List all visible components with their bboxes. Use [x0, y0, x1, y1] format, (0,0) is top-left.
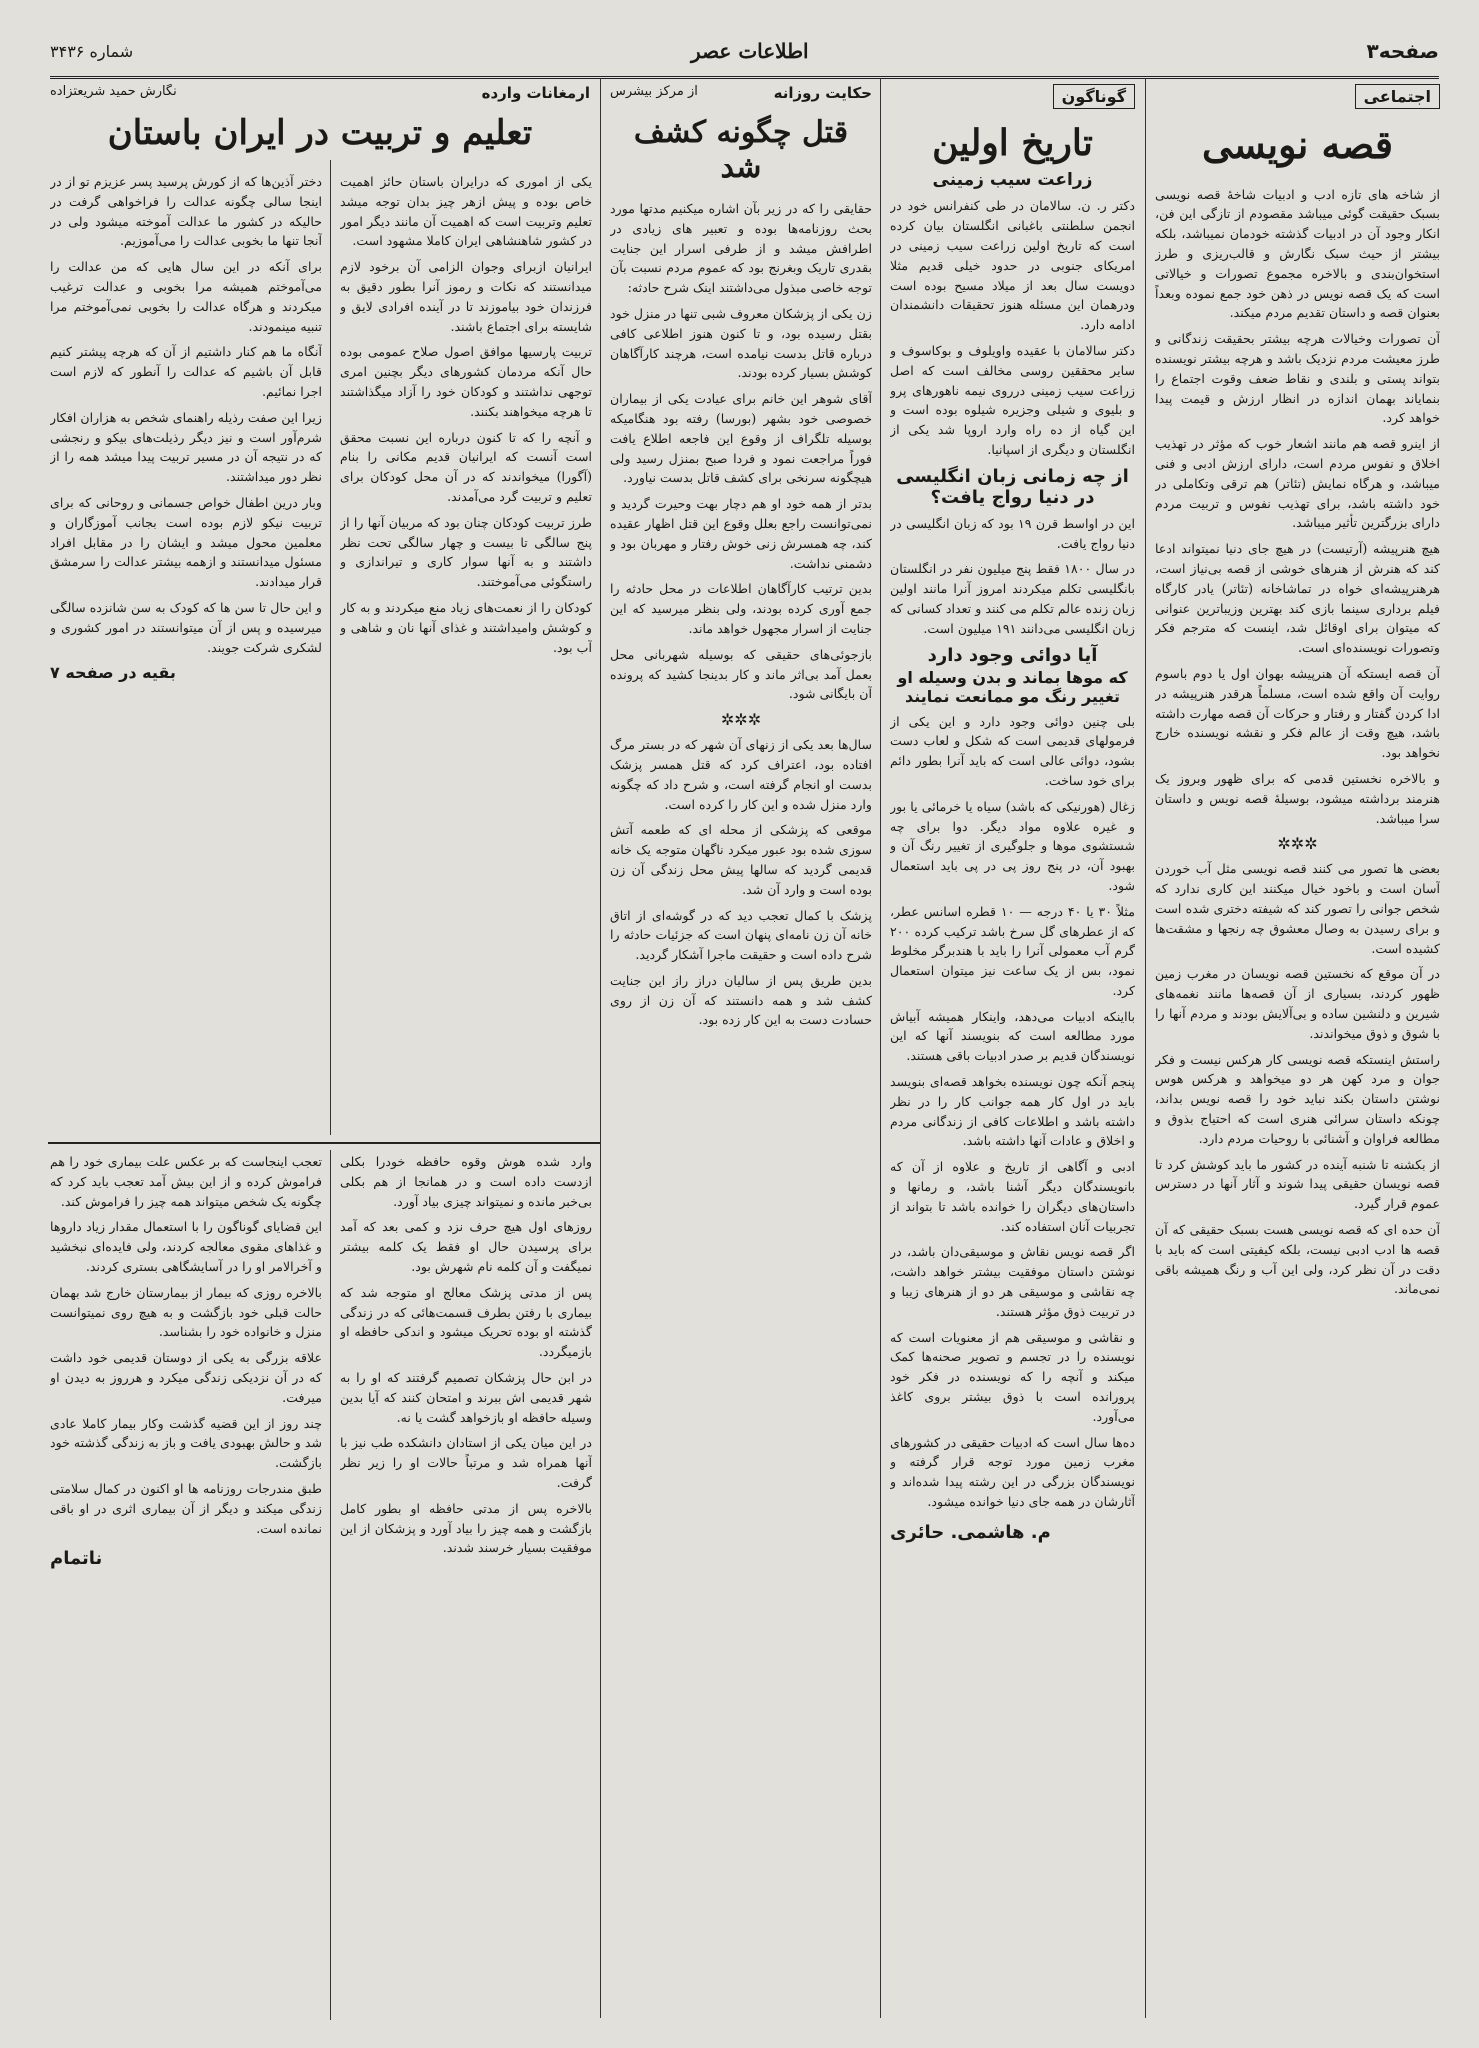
byline: نگارش حمید شریعتزاده: [50, 84, 177, 99]
paragraph: از اینرو قصه هم مانند اشعار خوب که مؤثر در تهذیب اخلاق و نفوس مردم است، دارای ارزش ادبی و فنی میباشد، و هرگاه نمایش (تئاتر) هم ترقی وتکاملی در خود داشته باشد، برای تهذیب نفوس و تربیت مردم دارای بزرگترین تأثیر میباشد.: [1155, 436, 1440, 531]
article-education-right: [340, 172, 592, 1132]
paragraph: بالاخره پس از مدتی حافظه او بطور کامل بازگشت و همه چیز را بیاد آورد و پزشکان از این موفقیت بسیار خرسند شدند.: [340, 1500, 592, 1556]
article-continuation-right: [340, 1152, 592, 2017]
column-rule: [330, 160, 331, 1135]
paragraph: بدتر از همه خود او هم دچار بهت وحیرت گردید و نمی‌توانست راجع بعلل وقوع این قتل اظهار عقیده کند، چه همسرش زنی خوش رفتار و مهربان بود و دشمنی نداشت.: [610, 496, 872, 571]
subheading-kicker: آیا دوائی وجود دارد: [927, 644, 1098, 666]
subheading: زراعت سیب زمینی: [932, 170, 1093, 191]
paragraph: دکتر سالامان با عقیده واویلوف و بوکاسوف و سایر محققین روسی مخالف است که اصل زراعت سیب زمینی درروی نیمه ناهورهای پرو و بلیوی و شیلی وجزیره شیلوه بوده است و این گیاه از ده راه وارد اروپا شد یکی از انگلستان و دیگری از اسپانیا.: [890, 342, 1135, 457]
article-title: تاریخ اولین: [932, 122, 1093, 164]
paragraph: آقای شوهر این خانم برای عیادت یکی از بیماران خصوصی خود بشهر (بورسا) رفته بود هنگامیکه بوسیله تلگراف از وقوع این فاجعه اطلاع یافت فوراً مراجعت نمود و فردا صبح بمنزل رسید ولی هیچگونه سرنخی برای کشف قاتل بدست نیاورد.: [610, 391, 872, 486]
kicker-label: حکایت روزانه: [773, 84, 872, 102]
paragraph: راستش اینستکه قصه نویسی کار هرکس نیست و فکر جوان و مرد کهن هر دو میخواهد و هرکس هوس نوشتن داستان بکند نباید خود را قصه نویس بداند، چونکه داستان سرائی هنری است که احتیاج بذوق و مطالعه فراوان و آشنائی با روحیات مردم دارد.: [1155, 1051, 1440, 1146]
article-murder-solved: [610, 84, 872, 2019]
article-education-left: [50, 172, 322, 1132]
paragraph: ایرانیان ازبرای وجوان الزامی آن برخود لازم میدانستند که نکات و رموز آنرا بطور دقیق به فرزندان خود بیاموزند تا در آینده افرادی لایق و شایسته برای اجتماع باشند.: [340, 259, 592, 334]
continued-note: بقیه در صفحه ۷: [50, 663, 176, 683]
paragraph: آن قصه ایستکه آن هنرپیشه بهوان اول یا دوم باسوم روایت آن واقع شده است، مسلماً هرقدر هنرپیشه در ادا کردن گفتار و رفتار و حرکات آن قصه مهارت داشته باشد، هیچ وقت از عالم فکر و نقشه نویسنده خارج نخواهد بود.: [1155, 666, 1440, 761]
paragraph: بالاخره روزی که بیمار از بیمارستان خارج شد بهمان حالت قبلی خود بازگشت و به هیچ روی نمیتوانست منزل و خانواده خود را بشناسد.: [50, 1284, 322, 1340]
paragraph: علاقه بزرگی به یکی از دوستان قدیمی خود داشت که در آن نزدیکی زندگی میکرد و هرروز به دیدن او میرفت.: [50, 1350, 322, 1405]
paragraph: هیچ هنرپیشه (آرتیست) در هیچ جای دنیا نمیتواند ادعا کند که هنرش از هنرهای خوشی از قصه بی‌نیاز است، هرهنرپیشه‌ای خواه در تماشاخانه (تئاتر) یادر کارگاه فیلم برداری سینما بازی کند بهترین وزیباترین عنوانی که میتوان برای اوقائل شد، اینست که مترجم فکر وتصورات نویسنده‌ای است.: [1155, 541, 1440, 656]
kicker-source: از مرکز بیشرس: [610, 84, 698, 99]
masthead: [50, 26, 1439, 79]
paragraph: زن یکی از پزشکان معروف شبی تنها در منزل خود بقتل رسیده بود، و تا کنون هنوز اطلاعی کافی درباره قاتل بدست نیامده است، هرچند کارآگاهان کوشش بسیار کرده بودند.: [610, 305, 872, 381]
paragraph: مثلاً ۳۰ یا ۴۰ درجه — ۱۰ قطره اسانس عطر، که از عطرهای گل سرخ باشد ترکیب کرده ۲۰۰ گرم آب معمولی آنرا را باید با هندبرگر مخلوط نمود، بس از یک ساعت نیز میتوان استعمال کرد.: [890, 903, 1135, 998]
paragraph: سال‌ها بعد یکی از زنهای آن شهر که در بستر مرگ افتاده بود، اعتراف کرد که قتل همسر پزشک بدست او انجام گرفته است، و شرح داد که چگونه وارد منزل شده و این کار را کرده است.: [610, 737, 872, 812]
author-signature: م. هاشمی. حائری: [890, 1521, 1051, 1543]
issue-number: شماره ۳۴۳۶: [50, 41, 134, 61]
paragraph: و آنچه را که تا کنون درباره این نسبت محقق است آنست که ایرانیان قدیم مکانی را بنام (آگورا) میخواندند که در آن محل کودکان برای تعلیم و تربیت گرد می‌آمدند.: [340, 429, 592, 504]
paragraph: و بالاخره نخستین قدمی که برای ظهور وبروز یک هنرمند برداشته میشود، بوسیلهٔ قصه نویس و داستان سرا میباشد.: [1155, 771, 1440, 826]
paragraph: در ابن حال پزشکان تصمیم گرفتند که او را به شهر قدیمی اش ببرند و امتحان کنند که آیا بدین وسیله حافظه او بازخواهد گشت یا نه.: [340, 1369, 592, 1425]
column-rule: [1145, 78, 1146, 2018]
paragraph: روزهای اول هیچ حرف نزد و کمی بعد که آمد برای پرسیدن حال او فقط یک کلمه بیشتر نمیگفت و آن کلمه نام شهرش بود.: [340, 1219, 592, 1274]
paragraph: طرز تربیت کودکان چنان بود که مربیان آنها را از پنج سالگی تا بیست و چهار سالگی تحت نظر داشتند و به آنها سوار کاری و تیراندازی و راستگوئی می‌آموختند.: [340, 514, 592, 590]
paragraph: دختر آذین‌ها که از کورش پرسید پسر عزیزم تو از در اینجا سالی چگونه عدالت را فراخواهی گرفت در حالیکه در کشور ما عدالت آموخته میشود ولی در آنجا تنها ما بخوبی عدالت را می‌آموزیم.: [50, 174, 322, 249]
article-title: تعلیم و تربیت در ایران باستان: [107, 113, 533, 153]
paragraph: آن حده ای که قصه نویسی هست بسبک حقیقی که آن قصه ها ادب ادبی نیست، بلکه کیفیتی است که باید با دقت در آن نظر کرد، ولی این آب و رنگ همیشه باقی نمی‌ماند.: [1155, 1221, 1440, 1297]
paragraph: برای آنکه در این سال هایی که من عدالت را می‌آموختم همیشه مرا بخوبی و عدالت ترغیب میکردند و هرگاه عدالت را بخوبی نمی‌آموختم مرا تنبیه مینمودند.: [50, 259, 322, 334]
paragraph: بدین طریق پس از سالیان دراز راز این جنایت کشف شد و همه دانستند که آن زن از روی حسادت دست به این کار زده بود.: [610, 972, 872, 1028]
page-number: صفحه۳: [1366, 39, 1439, 63]
paragraph: آن تصورات وخیالات هرچه بیشتر بحقیقت زندگانی و طرز معیشت مردم نزدیک باشد و هرچه بیشتر نویسنده بتواند پستی و بلندی و نقاط ضعف وقوت اجتماع را بنمایاند بهمان اندازه در انظار ارزش و قیمت پیدا خواهد کرد.: [1155, 331, 1440, 426]
paragraph: تعجب اینجاست که بر عکس علت بیماری خود را هم فراموش کرده و از این بیش آمد تعجب باید کرد که چگونه یک شخص میتواند همه چیز را فراموش کند.: [50, 1154, 322, 1209]
paragraph: در سال ۱۸۰۰ فقط پنج میلیون نفر در انگلستان بانگلیسی تکلم میکردند امروز آنرا مانند اولین زبان زنده عالم تکلم می کنند و تعداد کسانی که زبان انگلیسی می‌دانند ۱۹۱ میلیون است.: [890, 561, 1135, 636]
subheading: که موها بماند و بدن وسیله او تغییر رنگ مو ممانعت نمایند: [897, 667, 1128, 706]
subheading: از چه زمانی زبان انگلیسی در دنیا رواج یافت؟: [896, 465, 1129, 508]
paragraph: زغال (هورنیکی که باشد) سیاه یا خرمائی یا بور و غیره علاوه مواد دیگر. دوا برای چه شستشوی موها و جلوگیری از تغییر رنگ آن و بهبود آن، در پنج روز پی در پی باید استعمال شود.: [890, 798, 1135, 893]
paragraph: تربیت پارسیها موافق اصول صلاح عمومی بوده حال آنکه مردمان کشورهای دیگر بچنین امری توجهی نداشتند و کودکان خود را آزاد میگذاشتند تا هرچه میخواهند بکنند.: [340, 344, 592, 419]
paragraph: بعضی ها تصور می کنند قصه نویسی مثل آب خوردن آسان است و باخود خیال میکنند این کاری ندارد که شخص جوانی را تصور کند که شیفته دختری شده است و برای رسیدن به وصال معشوق چه رنجها و مشقت‌ها کشیده است.: [1155, 861, 1440, 956]
article-education-header: [50, 84, 590, 164]
paragraph: زیرا این صفت رذیله راهنمای شخص به هزاران افکار شرم‌آور است و نیز دیگر رذیلت‌های بیکو و رنجشی که در نتیجه آن در مسیر تربیت پیدا میشد همه را از نظر دور میداشتند.: [50, 409, 322, 485]
section-label: ارمغانات وارده: [481, 84, 590, 102]
section-label: گوناگون: [1053, 84, 1135, 109]
paragraph: از شاخه های تازه ادب و ادبیات شاخهٔ قصه نویسی بسبک حقیقت گوئی میباشد مقصودم از تازگی این فن، انکار وجود آن در ادبیات گذشته خودمان نمیباشد، بلکه بیشتر از حیث سبک نگارش و قالب‌ریزی و طرز استخوان‌بندی و بالاخره مجموع تصورات و خیالاتی است که یک قصه نویس در ذهن خود جمع نموده وبعداً بعنوان قصه و داستان تقدیم مردم میکند.: [1155, 186, 1440, 321]
article-continuation-left: [50, 1152, 322, 2017]
paragraph: وبار درین اطفال خواص جسمانی و روحانی که برای تربیت نیکو لازم بوده است بجانب آموزگاران و معلمین محول میشد و ایشان را در مقابل افراد مسئول میدانستند و ازهمه بیشتر عدالت را سرمشق قرار میدادند.: [50, 494, 322, 590]
paragraph: چند روز از این قضیه گذشت وکار بیمار کاملا عادی شد و حالش بهبودی یافت و باز به زندگی گذشته خود بازگشت.: [50, 1415, 322, 1471]
paragraph: طبق مندرجات روزنامه ها او اکنون در کمال سلامتی زندگی میکند و دیگر از آن بیماری اثری در او باقی نمانده است.: [50, 1480, 322, 1536]
paragraph: حقایقی را که در زیر بآن اشاره میکنیم مدتها مورد بحث روزنامه‌ها بوده و تعبیر های زیادی در اطرافش میشد و از طرفی اسرار این جنایت بقدری تاریک وبغرنج بود که عموم مردم نسبت بآن توجه خاصی مبذول می‌داشتند اینک شرح حادثه:: [610, 201, 872, 296]
unfinished-note: ناتمام: [50, 1548, 103, 1570]
paragraph: دکتر ر. ن. سالامان در طی کنفرانس خود در انجمن سلطنتی باغبانی انگلستان بیان کرده است که تاریخ اولین زراعت سیب زمینی در امریکای جنوبی در حدود خیلی قدیم مثلا دویست سال بعد از میلاد مسیح بوده است ودرهمان این مسئله هنوز تحقیقات دانشمندان ادامه دارد.: [890, 198, 1135, 333]
article-first-history: [890, 84, 1135, 2019]
paper-name: اطلاعات عصر: [691, 39, 809, 63]
paragraph: بلی چنین دوائی وجود دارد و این یکی از فرمولهای قدیمی است که شکل و لعاب دست بشود، دوائی عالی است که باید آنرا بطور دائم برای خود ساخت.: [890, 713, 1135, 788]
paragraph: و این حال تا سن ها که کودک به سن شانزده سالگی میرسیده و پس از آن میتوانستند در امور کشوری و لشکری شرکت جویند.: [50, 599, 322, 655]
article-title: قتل چگونه کشف شد: [633, 115, 849, 185]
paragraph: بازجوئی‌های حقیقی که بوسیله شهربانی محل بعمل آمد بی‌اثر ماند و کار بدینجا کشید که پرونده آن بایگانی شود.: [610, 646, 872, 702]
paragraph: این در اواسط قرن ۱۹ بود که زبان انگلیسی در دنیا رواج یافت.: [890, 515, 1135, 551]
paragraph: ادبی و آگاهی از تاریخ و علاوه از آن که بانویسندگان دیگر آشنا باشد، و رمانها و داستان‌های دیگران را خوانده باشد تا بتواند از تجربیات آنان استفاده کند.: [890, 1159, 1135, 1234]
article-title: قصه نویسی: [1201, 122, 1394, 167]
paragraph: پزشک با کمال تعجب دید که در گوشه‌ای از اتاق خانه آن زن نامه‌ای پنهان است که جزئیات حادثه را شرح داده است و حقیقت ماجرا آشکار گردید.: [610, 907, 872, 963]
separator-stars: ✲✲✲: [1277, 834, 1318, 854]
paragraph: در این میان یکی از استادان دانشکده طب نیز با آنها همراه شد و مرتباً حالات او را زیر نظر گرفت.: [340, 1435, 592, 1490]
paragraph: اگر قصه نویس نقاش و موسیقی‌دان باشد، در نوشتن داستان موفقیت بیشتر خواهد داشت، چه نقاشی و موسیقی هر دو از هنرهای زیبا و در تربیت ذوق مؤثر هستند.: [890, 1244, 1135, 1319]
paragraph: بااینکه ادبیات می‌دهد، واینکار همیشه آبیاش مورد مطالعه است که بنویسند آنها که این نویسندگان قدیم بر صدر ادبیات باقی هستند.: [890, 1008, 1135, 1064]
column-rule: [600, 78, 601, 2018]
paragraph: کودکان را از نعمت‌های زیاد منع میکردند و به کار و کوشش وامیداشتند و غذای آنها نان و شاهی و آب بود.: [340, 599, 592, 655]
paragraph: وارد شده هوش وقوه حافظه خودرا بکلی ازدست داده است و در همانجا از هم بکلی بی‌خبر مانده و نمیتواند چیزی بیاد آورد.: [340, 1154, 592, 1209]
paragraph: این قضایای گوناگون را با استعمال مقدار زیاد داروها و غذاهای مقوی معالجه کردند، ولی فایده‌ای نبخشید و آخرالامر او را در آسایشگاهی بستری کردند.: [50, 1219, 322, 1274]
article-story-writing: [1155, 84, 1440, 2019]
paragraph: آنگاه ما هم کنار داشتیم از آن که هرچه پیشتر کنیم قابل آن باشیم که عدالت را آنطور که لازم است اجرا نمائیم.: [50, 344, 322, 399]
paragraph: پنجم آنکه چون نویسنده بخواهد قصه‌ای بنویسد باید در اول کار همه جوانب کار را در نظر داشته باشد و اطلاعات کافی از زندگانی مردم و اخلاق و عادات آنها داشته باشد.: [890, 1074, 1135, 1149]
paragraph: موقعی که پزشکی از محله ای که طعمه آتش سوزی شده بود عبور میکرد ناگهان متوجه یک خانه قدیمی گردید که سالها پیش محل زندگی آن زن بوده است و وارد آن شد.: [610, 822, 872, 897]
separator-stars: ✲✲✲: [720, 710, 762, 730]
paragraph: ده‌ها سال است که ادبیات حقیقی در کشورهای مغرب زمین مورد توجه قرار گرفته و نویسندگان بزرگی در این رشته پیدا شده‌اند و آثارشان در همه جای دنیا خوانده میشود.: [890, 1434, 1135, 1510]
paragraph: از بکشنه تا شنبه آینده در کشور ما باید کوشش کرد تا قصه نویسان حقیقی پیدا شوند و آثار آنها در دسترس عموم قرار گیرد.: [1155, 1156, 1440, 1212]
paragraph: یکی از اموری که درایران باستان حائز اهمیت خاص بوده و پیش ازهر چیز بدان توجه میشد تعلیم وتربیت است که اهمیت آن مانند دیگر امور در کشور شاهنشاهی ایران کاملا مشهود است.: [340, 174, 592, 249]
paragraph: و نقاشی و موسیقی هم از معنویات است که نویسنده را در تجسم و تصویر صحنه‌ها کمک میکند و آنچه را که نویسنده در فکر خود پرورانده است با ذوق بیشتر بروی کاغذ می‌آورد.: [890, 1329, 1135, 1424]
paragraph: پس از مدتی پزشک معالج او متوجه شد که بیماری با رفتن بطرف قسمت‌هائی که در زندگی گذشته او بوده تحریک میشود و اندکی حافظه او بازمیگردد.: [340, 1284, 592, 1360]
paragraph: در آن موقع که نخستین قصه نویسان در مغرب زمین ظهور کردند، بسیاری از آن قصه‌ها مانند نغمه‌های شیرین و دلنشین ساده و بی‌آلایش بودند و مردم آنها را با شوق و ذوق میخواندند.: [1155, 966, 1440, 1041]
paragraph: بدین ترتیب کارآگاهان اطلاعات در محل حادثه را جمع آوری کرده بودند، ولی بنظر میرسید که این جنایت از اسرار مجهول خواهد ماند.: [610, 581, 872, 636]
column-rule: [880, 78, 881, 2018]
section-label: اجتماعی: [1355, 84, 1440, 109]
section-divider: [48, 1142, 600, 1144]
column-rule: [330, 1150, 331, 2020]
